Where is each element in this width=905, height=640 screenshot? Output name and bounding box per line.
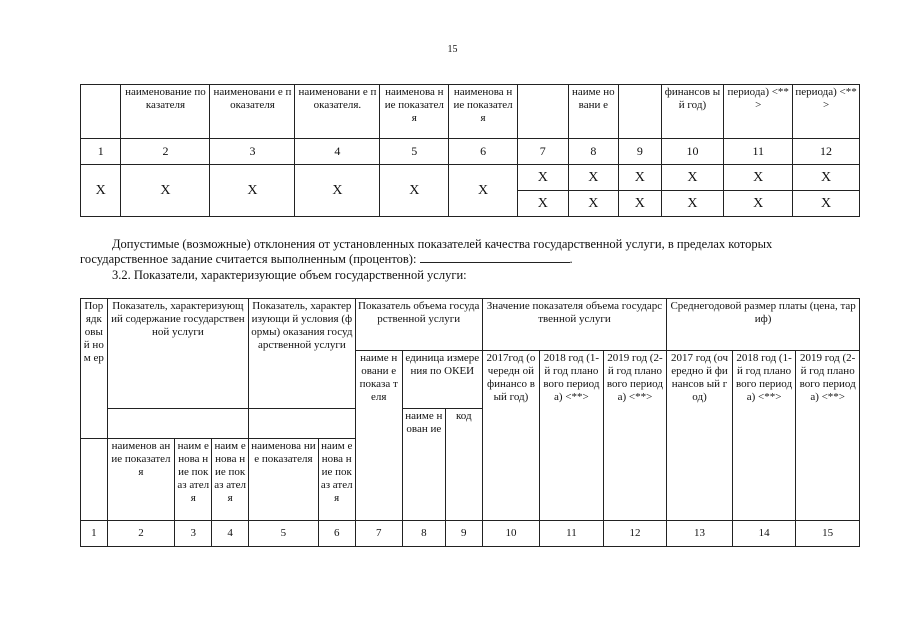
column-number: 4 [295, 139, 380, 165]
subheader-content-name: наим енова ние показ ателя [212, 439, 249, 521]
x-cell: X [121, 165, 210, 217]
header-fee-year: 2018 год (1-й год планового периода) <**> [732, 351, 796, 521]
header-volume-name: наиме новани е показа теля [355, 351, 402, 521]
header-cell: наименование показателя [121, 85, 210, 139]
header-cell: периода) <**> [724, 85, 793, 139]
column-number: 9 [445, 521, 482, 547]
subheader-conditions-name: наим енова ние показ ателя [318, 439, 355, 521]
header-unit-name: наиме нован ие [402, 409, 445, 521]
column-number: 13 [667, 521, 733, 547]
column-number: 3 [210, 139, 295, 165]
x-cell: X [517, 165, 568, 191]
header-value-year: 2018 год (1-й год планового периода) <**> [540, 351, 604, 521]
header-volume-value: Значение показателя объема государственной услуги [482, 299, 666, 351]
volume-indicators-table [80, 298, 860, 547]
header-cell: наиме новани е [568, 85, 619, 139]
column-number: 5 [249, 521, 319, 547]
header-conditions-indicator: Показатель, характеризующи й условия (формы) оказания государственной услуги [249, 299, 356, 409]
deviation-text: Допустимые (возможные) отклонения от установленных показателей качества государственной услуги, в пределах которых государственное задание считается выполненным (процентов): [80, 237, 773, 266]
column-number: 2 [107, 521, 175, 547]
column-number: 5 [380, 139, 449, 165]
header-content-indicator: Показатель, характеризующий содержание государственной услуги [107, 299, 248, 409]
table-row [81, 165, 860, 191]
header-cell: наименовани е показателя. [295, 85, 380, 139]
x-cell: X [661, 165, 724, 191]
column-number: 6 [318, 521, 355, 547]
x-cell: X [81, 165, 121, 217]
x-cell: X [619, 165, 661, 191]
column-number: 3 [175, 521, 212, 547]
column-number: 14 [732, 521, 796, 547]
deviation-paragraph [80, 237, 860, 266]
subheader-conditions-name: наименова ние показателя [249, 439, 319, 521]
x-cell: X [724, 165, 793, 191]
x-cell: X [568, 191, 619, 217]
column-number: 15 [796, 521, 860, 547]
header-cell: периода) <**> [793, 85, 860, 139]
header-cell: наименова ние показателя [449, 85, 518, 139]
table-header-row [81, 85, 860, 139]
column-number: 7 [517, 139, 568, 165]
x-cell: X [568, 165, 619, 191]
header-unit-code: код [445, 409, 482, 521]
header-cell [517, 85, 568, 139]
subheader-content-name: наименов ание показател я [107, 439, 175, 521]
header-cell: наименовани е показателя [210, 85, 295, 139]
header-fee-year: 2019 год (2-й год планового периода) <**> [796, 351, 860, 521]
x-cell: X [724, 191, 793, 217]
header-fee-year: 2017 год (очередно й финансов ый год) [667, 351, 733, 521]
column-number: 4 [212, 521, 249, 547]
x-cell: X [619, 191, 661, 217]
column-number: 12 [793, 139, 860, 165]
subheader-content-name: наим енова ние показ ателя [175, 439, 212, 521]
column-number: 10 [482, 521, 539, 547]
page-number: 15 [447, 44, 458, 55]
column-number: 8 [402, 521, 445, 547]
header-cell [619, 85, 661, 139]
column-number: 11 [724, 139, 793, 165]
header-average-fee: Среднегодовой размер платы (цена, тариф) [667, 299, 860, 351]
x-cell: X [517, 191, 568, 217]
column-number-row [81, 521, 860, 547]
column-number: 8 [568, 139, 619, 165]
section-heading: 3.2. Показатели, характеризующие объем государственной услуги: [112, 268, 467, 282]
column-number: 2 [121, 139, 210, 165]
fill-in-blank [420, 251, 570, 263]
column-number: 6 [449, 139, 518, 165]
quality-indicators-table [80, 84, 860, 217]
x-cell: X [661, 191, 724, 217]
column-number: 1 [81, 521, 108, 547]
column-number: 7 [355, 521, 402, 547]
column-number: 10 [661, 139, 724, 165]
paragraph-end: . [569, 252, 573, 266]
header-cell: финансов ый год) [661, 85, 724, 139]
x-cell: X [793, 165, 860, 191]
header-value-year: 2017год (очередн ой финансо вый год) [482, 351, 539, 521]
column-number: 1 [81, 139, 121, 165]
header-volume-indicator: Показатель объема государственной услуги [355, 299, 482, 351]
header-cell [81, 85, 121, 139]
x-cell: X [449, 165, 518, 217]
column-number: 9 [619, 139, 661, 165]
header-unit-okei: единица измерения по ОКЕИ [402, 351, 482, 409]
header-cell: наименова ние показателя [380, 85, 449, 139]
x-cell: X [793, 191, 860, 217]
header-order-number: Пор ядк овы й ном ер [81, 299, 108, 439]
header-value-year: 2019 год (2-й год планового периода) <**> [603, 351, 667, 521]
x-cell: X [380, 165, 449, 217]
column-number-row [81, 139, 860, 165]
column-number: 12 [603, 521, 667, 547]
column-number: 11 [540, 521, 604, 547]
x-cell: X [210, 165, 295, 217]
x-cell: X [295, 165, 380, 217]
